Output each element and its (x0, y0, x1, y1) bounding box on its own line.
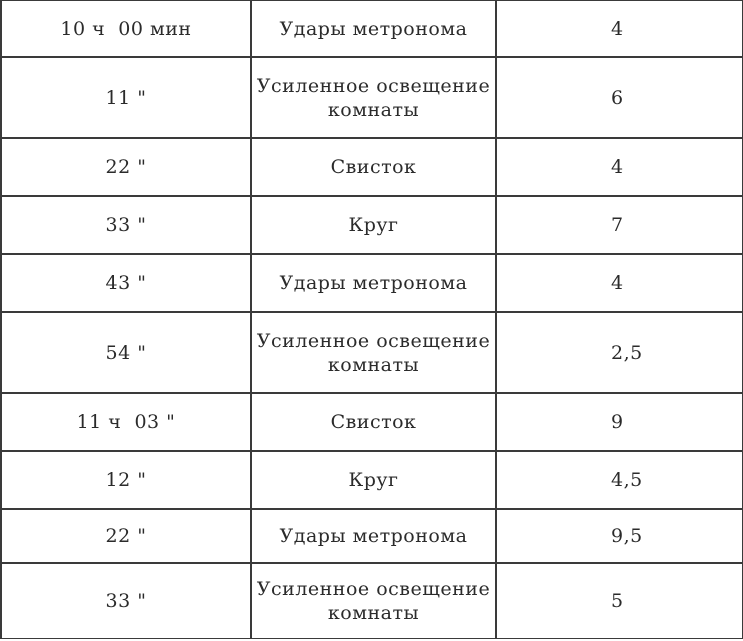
value-cell: 9,5 (496, 509, 743, 563)
stimulus-cell: Круг (251, 196, 496, 254)
table-row (1, 138, 743, 196)
table-row (1, 57, 743, 138)
time-cell: 33 " (1, 563, 251, 639)
table-row (1, 393, 743, 451)
value-cell: 4,5 (496, 451, 743, 509)
value-cell: 4 (496, 1, 743, 58)
table-row (1, 509, 743, 563)
time-cell: 54 " (1, 312, 251, 393)
stimulus-cell: Усиленное освещение комнаты (251, 57, 496, 138)
value-cell: 6 (496, 57, 743, 138)
time-cell: 43 " (1, 254, 251, 312)
value-cell: 2,5 (496, 312, 743, 393)
table-row (1, 451, 743, 509)
table-row (1, 312, 743, 393)
stimulus-cell: Усиленное освещение комнаты (251, 312, 496, 393)
stimulus-cell: Свисток (251, 393, 496, 451)
stimulus-cell: Удары метронома (251, 254, 496, 312)
time-cell: 10 ч 00 мин (1, 1, 251, 58)
table-row (1, 563, 743, 639)
time-cell: 22 " (1, 138, 251, 196)
stimulus-cell: Свисток (251, 138, 496, 196)
time-cell: 12 " (1, 451, 251, 509)
value-cell: 5 (496, 563, 743, 639)
stimulus-cell: Удары метронома (251, 1, 496, 58)
time-cell: 33 " (1, 196, 251, 254)
time-cell: 22 " (1, 509, 251, 563)
time-cell: 11 ч 03 " (1, 393, 251, 451)
stimulus-cell: Удары метронома (251, 509, 496, 563)
value-cell: 4 (496, 138, 743, 196)
table-row (1, 1, 743, 58)
table-row (1, 254, 743, 312)
table-row (1, 196, 743, 254)
value-cell: 9 (496, 393, 743, 451)
stimulus-cell: Усиленное освещение комнаты (251, 563, 496, 639)
value-cell: 7 (496, 196, 743, 254)
time-cell: 11 " (1, 57, 251, 138)
value-cell: 4 (496, 254, 743, 312)
stimulus-cell: Круг (251, 451, 496, 509)
